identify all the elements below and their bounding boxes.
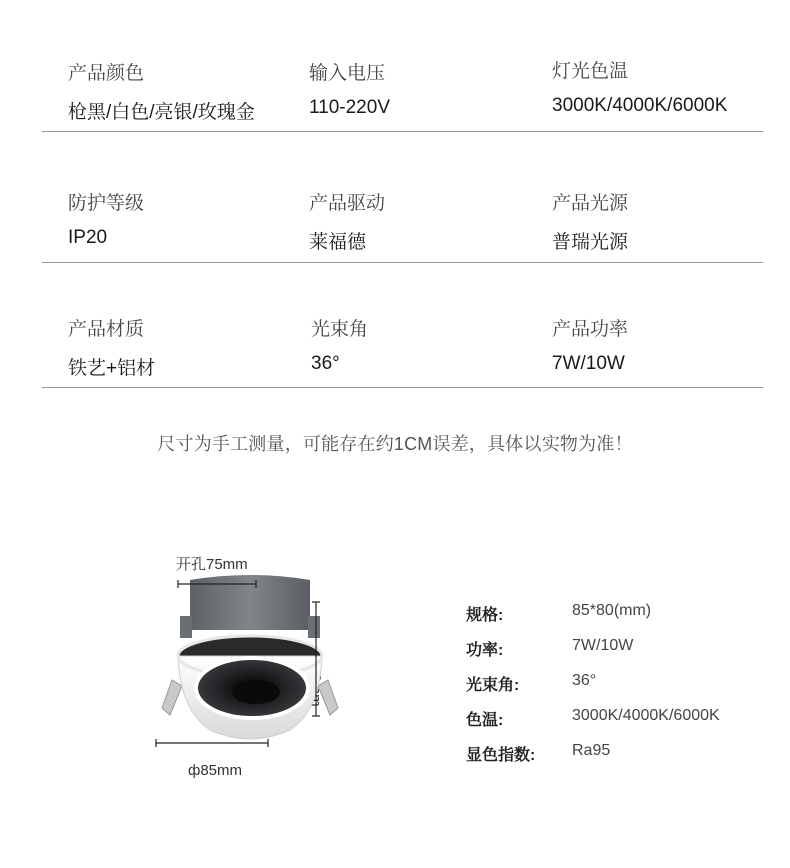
spec-label: 产品驱动 (309, 193, 386, 214)
spec-value: 36° (311, 353, 340, 374)
divider (42, 387, 763, 388)
param-key: 功率: (466, 642, 504, 659)
spec-value: 7W/10W (552, 353, 625, 374)
spec-label: 输入电压 (309, 63, 386, 84)
spec-value: IP20 (68, 227, 108, 248)
spec-label: 产品功率 (552, 319, 629, 340)
spec-cell-driver (309, 188, 385, 254)
cutout-dimension-label: 开孔75mm (176, 556, 248, 573)
diameter-dimension-label: ф85mm (188, 762, 243, 779)
dimension-lines (150, 570, 350, 820)
spec-label: 灯光色温 (552, 61, 629, 82)
spec-label: 产品光源 (552, 193, 629, 214)
spec-row-2 (0, 188, 790, 318)
spec-value: 枪黑/白色/亮银/玫瑰金 (68, 102, 255, 123)
spec-cell-material (68, 314, 155, 380)
param-value: 36° (572, 672, 597, 689)
spec-cell-light-source (552, 188, 628, 254)
spec-row-3 (0, 314, 790, 444)
spec-cell-power (552, 314, 628, 375)
param-key: 显色指数: (466, 747, 536, 764)
spec-cell-color-temp (552, 56, 727, 117)
param-key: 色温: (466, 712, 504, 729)
spec-value: 普瑞光源 (552, 232, 629, 253)
spec-value: 3000K/4000K/6000K (552, 95, 728, 116)
spec-label: 产品材质 (68, 319, 145, 340)
param-key: 光束角: (466, 677, 520, 694)
param-key: 规格: (466, 607, 504, 624)
divider (42, 131, 763, 132)
param-value: Ra95 (572, 742, 611, 759)
spec-value: 铁艺+铝材 (68, 358, 156, 379)
spec-label: 光束角 (311, 319, 369, 340)
param-value: 7W/10W (572, 637, 634, 654)
spec-cell-beam-angle (311, 314, 368, 375)
spec-label: 产品颜色 (68, 63, 145, 84)
spec-value: 莱福德 (309, 232, 367, 253)
divider (42, 262, 763, 263)
spec-cell-voltage (309, 58, 390, 119)
spec-row-1 (0, 58, 790, 188)
param-value: 85*80(mm) (572, 602, 652, 619)
spec-cell-protection (68, 188, 144, 249)
spec-value: 110-220V (309, 97, 390, 118)
spec-label: 防护等级 (68, 193, 145, 214)
spec-cell-color (68, 58, 255, 124)
param-value: 3000K/4000K/6000K (572, 707, 720, 724)
measurement-note: 尺寸为手工测量，可能存在约1CM误差，具体以实物为准！ (157, 434, 633, 454)
